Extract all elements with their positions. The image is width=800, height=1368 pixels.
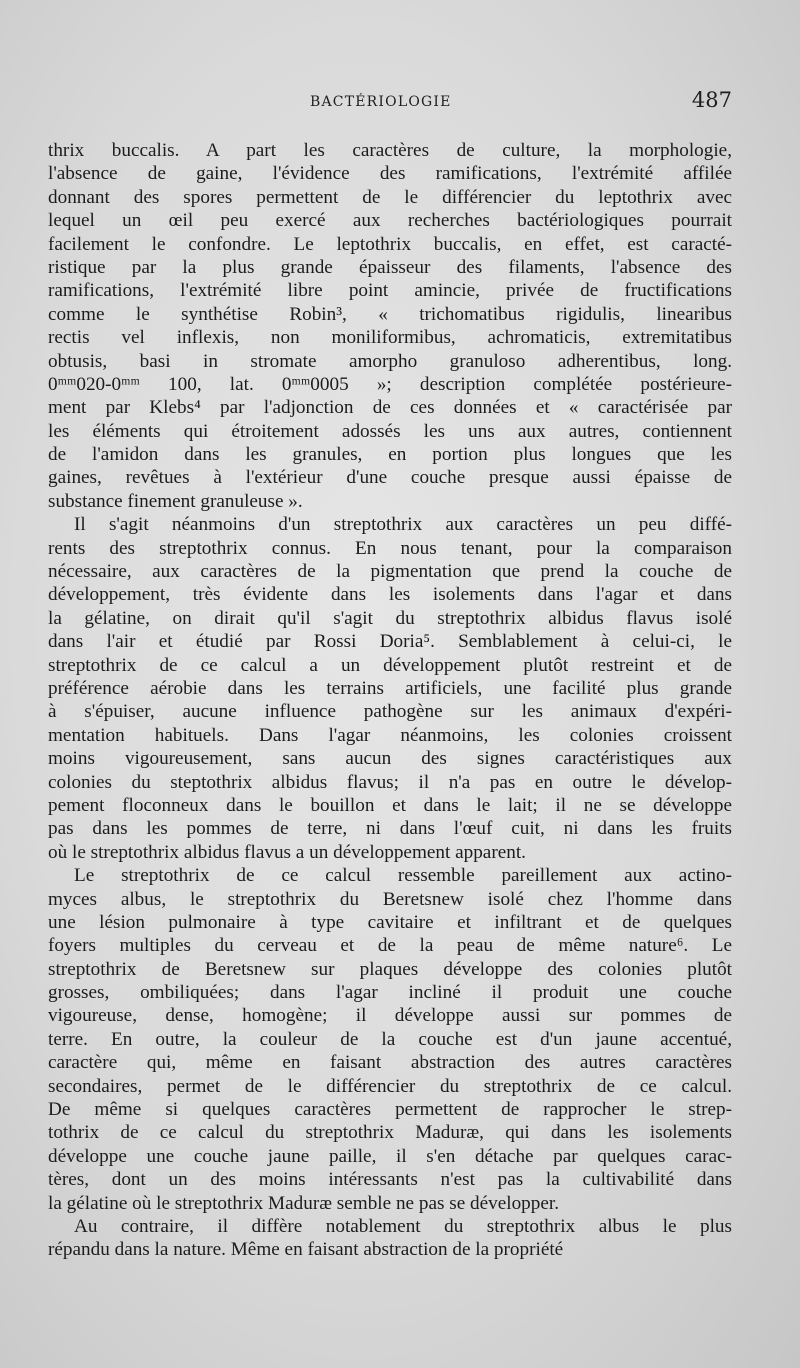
text-line: Il s'agit néanmoins d'un streptothrix aux caractères un peu diffé-	[74, 514, 732, 536]
text-line: donnant des spores permettent de le différencier du leptothrix avec	[48, 186, 732, 208]
text-line: myces albus, le streptothrix du Beretsnew isolé chez l'homme dans	[48, 888, 732, 910]
text-line: lequel un œil peu exercé aux recherches bactériologiques pourrait	[48, 210, 732, 232]
text-line: tothrix de ce calcul du streptothrix Maduræ, qui dans les isolements	[48, 1122, 732, 1144]
text-line: développe une couche jaune paille, il s'en détache par quelques carac-	[48, 1145, 732, 1167]
text-line: tères, dont un des moins intéressants n'est pas la cultivabilité dans	[48, 1169, 732, 1191]
text-line: comme le synthétise Robin³, « trichomatibus rigidulis, linearibus	[48, 303, 732, 325]
paragraph	[48, 1215, 732, 1262]
text-line: à s'épuiser, aucune influence pathogène sur les animaux d'expéri-	[48, 701, 732, 723]
text-line: gaines, revêtues à l'extérieur d'une couche presque aussi épaisse de	[48, 467, 732, 489]
paragraph	[48, 513, 732, 864]
text-line: colonies du steptothrix albidus flavus; il n'a pas en outre le dévelop-	[48, 771, 732, 793]
text-line: ment par Klebs⁴ par l'adjonction de ces données et « caractérisée par	[48, 397, 732, 419]
text-line: moins vigoureusement, sans aucun des signes caractéristiques aux	[48, 748, 732, 770]
text-line: 0ᵐᵐ020-0ᵐᵐ 100, lat. 0ᵐᵐ0005 »; description complétée postérieure-	[48, 373, 732, 395]
page-header	[48, 88, 732, 118]
text-line: la gélatine, on dirait qu'il s'agit du streptothrix albidus flavus isolé	[48, 607, 732, 629]
text-line: substance finement granuleuse ».	[48, 490, 303, 512]
text-line: la gélatine où le streptothrix Maduræ semble ne pas se développer.	[48, 1192, 559, 1214]
text-line: Le streptothrix de ce calcul ressemble pareillement aux actino-	[74, 865, 732, 887]
text-line: répandu dans la nature. Même en faisant abstraction de la propriété	[48, 1239, 564, 1261]
text-line: où le streptothrix albidus flavus a un développement apparent.	[48, 841, 526, 863]
body-text	[48, 139, 732, 1262]
paragraph	[48, 864, 732, 1215]
text-line: nécessaire, aux caractères de la pigmentation que prend la couche de	[48, 561, 732, 583]
text-line: vigoureuse, dense, homogène; il développe aussi sur pommes de	[48, 1005, 732, 1027]
running-title: BACTÉRIOLOGIE	[310, 94, 452, 110]
text-line: les éléments qui étroitement adossés les uns aux autres, contiennent	[48, 420, 732, 442]
text-line: de l'amidon dans les granules, en portion plus longues que les	[48, 444, 732, 466]
text-line: streptothrix de ce calcul a un développement plutôt restreint et de	[48, 654, 732, 676]
text-line: terre. En outre, la couleur de la couche est d'un jaune accentué,	[48, 1028, 732, 1050]
text-line: pas dans les pommes de terre, ni dans l'œuf cuit, ni dans les fruits	[48, 818, 732, 840]
text-line: caractère qui, même en faisant abstraction des autres caractères	[48, 1052, 732, 1074]
text-line: foyers multiples du cerveau et de la peau de même nature⁶. Le	[48, 935, 732, 957]
text-line: l'absence de gaine, l'évidence des ramifications, l'extrémité affilée	[48, 163, 732, 185]
text-line: ristique par la plus grande épaisseur des filaments, l'absence des	[48, 256, 732, 278]
page-number: 487	[691, 88, 732, 112]
paragraph	[48, 139, 732, 513]
text-line: grosses, ombiliquées; dans l'agar incliné il produit une couche	[48, 982, 732, 1004]
text-line: rents des streptothrix connus. En nous tenant, pour la comparaison	[48, 537, 732, 559]
text-line: préférence aérobie dans les terrains artificiels, une facilité plus grande	[48, 677, 732, 699]
text-line: thrix buccalis. A part les caractères de culture, la morphologie,	[48, 140, 732, 161]
text-line: mentation habituels. Dans l'agar néanmoins, les colonies croissent	[48, 724, 732, 746]
text-line: Au contraire, il diffère notablement du streptothrix albus le plus	[74, 1215, 732, 1237]
text-line: pement floconneux dans le bouillon et dans le lait; il ne se développe	[48, 794, 732, 816]
text-line: une lésion pulmonaire à type cavitaire et infiltrant et de quelques	[48, 911, 732, 933]
text-line: obtusis, basi in stromate amorpho granuloso adherentibus, long.	[48, 350, 732, 372]
text-line: secondaires, permet de le différencier du streptothrix de ce calcul.	[48, 1075, 732, 1097]
text-line: rectis vel inflexis, non moniliformibus, achromaticis, extremitatibus	[48, 327, 732, 349]
text-line: De même si quelques caractères permettent de rapprocher le strep-	[48, 1099, 732, 1121]
text-line: facilement le confondre. Le leptothrix buccalis, en effet, est caracté-	[48, 233, 732, 255]
text-line: développement, très évidente dans les isolements dans l'agar et dans	[48, 584, 732, 606]
text-line: streptothrix de Beretsnew sur plaques développe des colonies plutôt	[48, 958, 732, 980]
text-line: dans l'air et étudié par Rossi Doria⁵. Semblablement à celui-ci, le	[48, 631, 732, 653]
text-line: ramifications, l'extrémité libre point amincie, privée de fructifications	[48, 280, 732, 302]
